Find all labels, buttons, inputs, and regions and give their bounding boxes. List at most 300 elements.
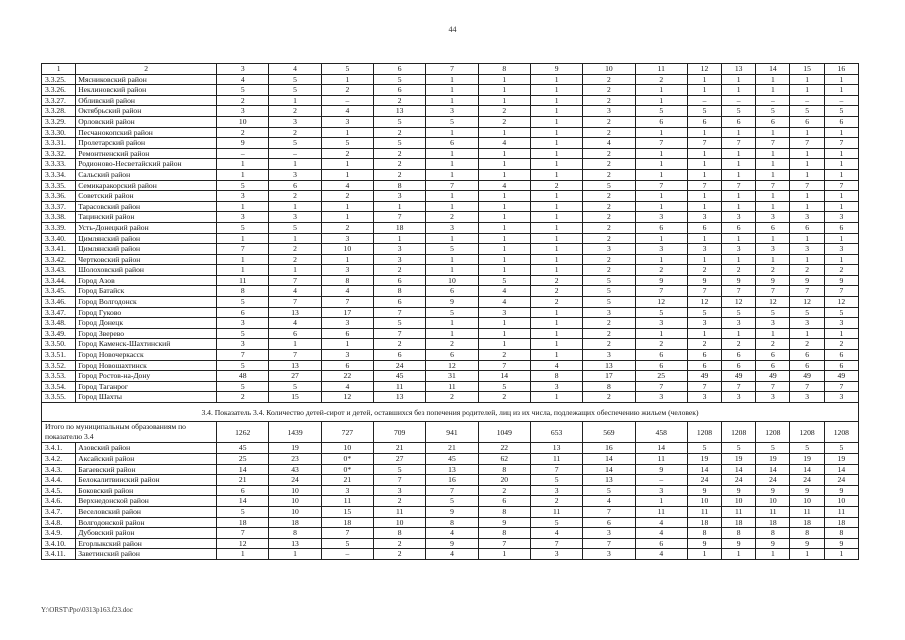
value-cell: 43 — [269, 464, 321, 475]
value-cell: 1 — [269, 233, 321, 244]
value-cell: 5 — [756, 443, 790, 454]
value-cell: 3 — [426, 222, 478, 233]
value-cell: 2 — [426, 392, 478, 403]
value-cell: 15 — [321, 506, 373, 517]
row-name-cell: Город Таганрог — [76, 381, 217, 392]
row-name-cell: Азовский район — [76, 443, 217, 454]
value-cell: 3 — [790, 392, 824, 403]
value-cell: 3 — [635, 244, 687, 255]
row-code-cell: 3.4.4. — [42, 475, 76, 486]
value-cell: 3 — [583, 307, 635, 318]
value-cell: 2 — [321, 191, 373, 202]
value-cell: 3 — [374, 254, 426, 265]
value-cell: 2 — [756, 339, 790, 350]
value-cell: 3 — [687, 212, 721, 223]
value-cell: 1 — [530, 191, 582, 202]
value-cell: 3 — [426, 106, 478, 117]
value-cell: 2 — [374, 148, 426, 159]
value-cell: 6 — [687, 360, 721, 371]
value-cell: 9 — [756, 538, 790, 549]
table-row — [42, 275, 859, 286]
value-cell: 1 — [687, 159, 721, 170]
value-cell: 3 — [687, 244, 721, 255]
value-cell: 1 — [478, 169, 530, 180]
value-cell: 24 — [790, 475, 824, 486]
value-cell: 1 — [722, 74, 756, 85]
row-code-cell: 3.3.39. — [42, 222, 76, 233]
value-cell: 1 — [824, 169, 858, 180]
value-cell: 3 — [756, 392, 790, 403]
value-cell: 1 — [687, 85, 721, 96]
value-cell: 1 — [635, 127, 687, 138]
total-value-cell: 941 — [426, 422, 478, 443]
value-cell: 2 — [374, 496, 426, 507]
value-cell: 14 — [722, 464, 756, 475]
value-cell: 13 — [583, 360, 635, 371]
value-cell: 14 — [824, 464, 858, 475]
value-cell: 20 — [478, 475, 530, 486]
value-cell: 1 — [756, 74, 790, 85]
value-cell: 5 — [217, 328, 269, 339]
value-cell: 2 — [583, 148, 635, 159]
value-cell: 2 — [583, 127, 635, 138]
row-name-cell: Тарасовский район — [76, 201, 217, 212]
value-cell: 1 — [635, 201, 687, 212]
value-cell: 3 — [722, 212, 756, 223]
table-row — [42, 475, 859, 486]
row-code-cell: 3.3.26. — [42, 85, 76, 96]
value-cell: 7 — [756, 286, 790, 297]
value-cell: 5 — [374, 464, 426, 475]
value-cell: 1 — [635, 191, 687, 202]
value-cell: 0* — [321, 464, 373, 475]
value-cell: 19 — [790, 453, 824, 464]
value-cell: 2 — [583, 159, 635, 170]
value-cell: 13 — [269, 360, 321, 371]
column-number-cell: 13 — [722, 64, 756, 75]
value-cell: 1 — [790, 127, 824, 138]
value-cell: 6 — [824, 222, 858, 233]
value-cell: 5 — [269, 381, 321, 392]
value-cell: 5 — [824, 443, 858, 454]
value-cell: 14 — [217, 496, 269, 507]
value-cell: 6 — [790, 116, 824, 127]
value-cell: 2 — [583, 201, 635, 212]
value-cell: 1 — [824, 549, 858, 560]
row-code-cell: 3.3.31. — [42, 138, 76, 149]
value-cell: 5 — [790, 106, 824, 117]
value-cell: 2 — [321, 148, 373, 159]
row-name-cell: Город Новошахтинск — [76, 360, 217, 371]
value-cell: 4 — [583, 138, 635, 149]
column-number-cell: 3 — [217, 64, 269, 75]
value-cell: 7 — [824, 180, 858, 191]
value-cell: 1 — [321, 74, 373, 85]
table-row — [42, 392, 859, 403]
value-cell: – — [790, 95, 824, 106]
value-cell: 2 — [583, 222, 635, 233]
value-cell: 1 — [426, 328, 478, 339]
value-cell: 6 — [374, 297, 426, 308]
value-cell: 8 — [478, 464, 530, 475]
total-value-cell: 1208 — [687, 422, 721, 443]
value-cell: 2 — [583, 212, 635, 223]
value-cell: 2 — [583, 191, 635, 202]
value-cell: 2 — [269, 254, 321, 265]
value-cell: 5 — [217, 85, 269, 96]
value-cell: 3 — [635, 392, 687, 403]
value-cell: 11 — [635, 453, 687, 464]
value-cell: 6 — [687, 350, 721, 361]
value-cell: 13 — [583, 475, 635, 486]
row-name-cell: Цимлянский район — [76, 244, 217, 255]
value-cell: 6 — [426, 350, 478, 361]
value-cell: 1 — [478, 244, 530, 255]
value-cell: 1 — [217, 233, 269, 244]
value-cell: 25 — [635, 371, 687, 382]
value-cell: 7 — [790, 138, 824, 149]
value-cell: 1 — [478, 318, 530, 329]
table-row — [42, 307, 859, 318]
value-cell: 10 — [756, 496, 790, 507]
value-cell: 2 — [269, 106, 321, 117]
column-number-cell: 1 — [42, 64, 76, 75]
value-cell: – — [269, 148, 321, 159]
value-cell: 1 — [478, 265, 530, 276]
table-row — [42, 549, 859, 560]
value-cell: 1 — [217, 201, 269, 212]
row-code-cell: 3.4.10. — [42, 538, 76, 549]
value-cell: 1 — [530, 392, 582, 403]
value-cell: 6 — [374, 85, 426, 96]
value-cell: 1 — [635, 233, 687, 244]
table-row — [42, 159, 859, 170]
value-cell: 1 — [790, 159, 824, 170]
value-cell: 1 — [635, 148, 687, 159]
value-cell: 7 — [269, 350, 321, 361]
value-cell: 10 — [321, 244, 373, 255]
value-cell: 1 — [635, 496, 687, 507]
value-cell: 9 — [722, 485, 756, 496]
value-cell: 5 — [722, 443, 756, 454]
row-code-cell: 3.3.36. — [42, 191, 76, 202]
value-cell: 7 — [635, 286, 687, 297]
row-name-cell: Город Зверево — [76, 328, 217, 339]
total-value-cell: 727 — [321, 422, 373, 443]
value-cell: 9 — [687, 275, 721, 286]
value-cell: 2 — [583, 95, 635, 106]
value-cell: 1 — [217, 159, 269, 170]
value-cell: 8 — [583, 381, 635, 392]
value-cell: 18 — [217, 517, 269, 528]
value-cell: 6 — [635, 360, 687, 371]
value-cell: 22 — [321, 371, 373, 382]
value-cell: 7 — [756, 381, 790, 392]
value-cell: 1 — [756, 233, 790, 244]
value-cell: 62 — [478, 453, 530, 464]
value-cell: 6 — [374, 350, 426, 361]
value-cell: 7 — [321, 528, 373, 539]
row-code-cell: 3.3.35. — [42, 180, 76, 191]
value-cell: 5 — [583, 275, 635, 286]
value-cell: 24 — [722, 475, 756, 486]
row-code-cell: 3.3.55. — [42, 392, 76, 403]
table-row — [42, 443, 859, 454]
value-cell: 3 — [321, 116, 373, 127]
value-cell: 1 — [635, 85, 687, 96]
table-row — [42, 318, 859, 329]
value-cell: 9 — [790, 538, 824, 549]
row-code-cell: 3.3.46. — [42, 297, 76, 308]
value-cell: 6 — [321, 328, 373, 339]
value-cell: 1 — [530, 95, 582, 106]
table-row — [42, 244, 859, 255]
value-cell: 1 — [478, 201, 530, 212]
value-cell: 23 — [269, 453, 321, 464]
value-cell: 17 — [321, 307, 373, 318]
value-cell: 1 — [530, 254, 582, 265]
value-cell: 3 — [756, 212, 790, 223]
value-cell: 5 — [374, 138, 426, 149]
value-cell: 5 — [635, 307, 687, 318]
value-cell: 5 — [756, 307, 790, 318]
table-row — [42, 95, 859, 106]
value-cell: 3 — [530, 381, 582, 392]
row-code-cell: 3.4.1. — [42, 443, 76, 454]
value-cell: 6 — [790, 350, 824, 361]
value-cell: 19 — [269, 443, 321, 454]
value-cell: 3 — [269, 169, 321, 180]
value-cell: 2 — [583, 116, 635, 127]
value-cell: 1 — [530, 233, 582, 244]
value-cell: 1 — [756, 549, 790, 560]
value-cell: 1 — [635, 254, 687, 265]
value-cell: 6 — [426, 138, 478, 149]
value-cell: 2 — [687, 339, 721, 350]
value-cell: 7 — [583, 506, 635, 517]
value-cell: 11 — [824, 506, 858, 517]
value-cell: 12 — [217, 538, 269, 549]
value-cell: 1 — [790, 201, 824, 212]
value-cell: 2 — [583, 85, 635, 96]
row-name-cell: Город Шахты — [76, 392, 217, 403]
value-cell: 2 — [530, 286, 582, 297]
value-cell: 2 — [722, 339, 756, 350]
value-cell: 2 — [374, 169, 426, 180]
row-name-cell: Город Каменск-Шахтинский — [76, 339, 217, 350]
value-cell: 1 — [530, 201, 582, 212]
total-value-cell: 1208 — [790, 422, 824, 443]
value-cell: 5 — [426, 496, 478, 507]
value-cell: 1 — [722, 254, 756, 265]
value-cell: 3 — [321, 318, 373, 329]
value-cell: 3 — [756, 244, 790, 255]
total-value-cell: 1208 — [722, 422, 756, 443]
table-row — [42, 180, 859, 191]
value-cell: 7 — [756, 138, 790, 149]
column-number-cell: 15 — [790, 64, 824, 75]
value-cell: 6 — [824, 350, 858, 361]
row-code-cell: 3.4.3. — [42, 464, 76, 475]
value-cell: 3 — [583, 244, 635, 255]
value-cell: 5 — [530, 517, 582, 528]
value-cell: 5 — [478, 275, 530, 286]
total-value-cell: 1208 — [756, 422, 790, 443]
value-cell: 1 — [478, 222, 530, 233]
value-cell: 1 — [756, 191, 790, 202]
value-cell: 5 — [426, 307, 478, 318]
value-cell: 6 — [722, 222, 756, 233]
value-cell: 2 — [374, 538, 426, 549]
value-cell: 1 — [426, 318, 478, 329]
value-cell: 6 — [583, 517, 635, 528]
row-name-cell: Октябрьский район — [76, 106, 217, 117]
value-cell: 5 — [722, 307, 756, 318]
value-cell: 2 — [478, 350, 530, 361]
value-cell: 3 — [583, 350, 635, 361]
value-cell: 13 — [374, 106, 426, 117]
value-cell: 1 — [426, 233, 478, 244]
row-code-cell: 3.3.34. — [42, 169, 76, 180]
value-cell: 2 — [790, 339, 824, 350]
value-cell: 2 — [790, 265, 824, 276]
table-row — [42, 339, 859, 350]
value-cell: 12 — [756, 297, 790, 308]
value-cell: 21 — [374, 443, 426, 454]
row-name-cell: Обливский район — [76, 95, 217, 106]
value-cell: 1 — [426, 201, 478, 212]
table-row — [42, 233, 859, 244]
value-cell: 14 — [687, 464, 721, 475]
table-row — [42, 485, 859, 496]
value-cell: 6 — [790, 360, 824, 371]
value-cell: 5 — [217, 180, 269, 191]
value-cell: 1 — [426, 265, 478, 276]
row-code-cell: 3.4.8. — [42, 517, 76, 528]
value-cell: 1 — [530, 212, 582, 223]
value-cell: 31 — [426, 371, 478, 382]
row-name-cell: Город Донецк — [76, 318, 217, 329]
value-cell: 1 — [530, 222, 582, 233]
table-row — [42, 496, 859, 507]
value-cell: 7 — [426, 180, 478, 191]
value-cell: 24 — [269, 475, 321, 486]
value-cell: 10 — [269, 496, 321, 507]
column-number-cell: 2 — [76, 64, 217, 75]
table-row — [42, 297, 859, 308]
value-cell: 3 — [217, 106, 269, 117]
value-cell: 4 — [269, 318, 321, 329]
row-code-cell: 3.3.27. — [42, 95, 76, 106]
value-cell: 1 — [530, 116, 582, 127]
value-cell: 6 — [269, 328, 321, 339]
value-cell: 6 — [824, 360, 858, 371]
value-cell: 7 — [824, 286, 858, 297]
value-cell: 1 — [790, 191, 824, 202]
row-name-cell: Волгодонской район — [76, 517, 217, 528]
row-name-cell: Шолоховский район — [76, 265, 217, 276]
value-cell: 1 — [530, 74, 582, 85]
value-cell: 1 — [530, 328, 582, 339]
value-cell: 1 — [687, 201, 721, 212]
column-number-cell: 14 — [756, 64, 790, 75]
value-cell: 10 — [722, 496, 756, 507]
row-code-cell: 3.3.33. — [42, 159, 76, 170]
value-cell: 1 — [321, 212, 373, 223]
row-code-cell: 3.3.45. — [42, 286, 76, 297]
total-value-cell: 709 — [374, 422, 426, 443]
value-cell: 5 — [269, 74, 321, 85]
value-cell: 6 — [756, 350, 790, 361]
value-cell: 5 — [269, 138, 321, 149]
value-cell: 6 — [824, 116, 858, 127]
value-cell: – — [217, 148, 269, 159]
value-cell: 12 — [321, 392, 373, 403]
value-cell: 3 — [217, 318, 269, 329]
table-row — [42, 538, 859, 549]
value-cell: 1 — [269, 201, 321, 212]
value-cell: 24 — [374, 360, 426, 371]
value-cell: 7 — [321, 297, 373, 308]
value-cell: 1 — [824, 85, 858, 96]
value-cell: 3 — [583, 106, 635, 117]
row-code-cell: 3.3.44. — [42, 275, 76, 286]
value-cell: 1 — [790, 169, 824, 180]
table-row — [42, 528, 859, 539]
value-cell: 8 — [321, 275, 373, 286]
value-cell: 14 — [217, 464, 269, 475]
value-cell: 1 — [687, 127, 721, 138]
value-cell: 25 — [217, 453, 269, 464]
value-cell: 7 — [269, 297, 321, 308]
value-cell: 1 — [824, 74, 858, 85]
value-cell: 14 — [583, 453, 635, 464]
value-cell: 18 — [269, 517, 321, 528]
value-cell: 14 — [583, 464, 635, 475]
value-cell: 45 — [426, 453, 478, 464]
value-cell: 14 — [635, 443, 687, 454]
value-cell: 7 — [687, 286, 721, 297]
value-cell: 1 — [426, 169, 478, 180]
value-cell: 2 — [530, 496, 582, 507]
value-cell: 11 — [687, 506, 721, 517]
value-cell: 1 — [722, 169, 756, 180]
value-cell: 2 — [583, 74, 635, 85]
value-cell: 9 — [217, 138, 269, 149]
value-cell: 1 — [530, 106, 582, 117]
value-cell: 9 — [824, 485, 858, 496]
value-cell: – — [687, 95, 721, 106]
value-cell: 1 — [635, 159, 687, 170]
value-cell: 2 — [478, 106, 530, 117]
value-cell: 2 — [583, 392, 635, 403]
value-cell: 7 — [478, 360, 530, 371]
table-row — [42, 138, 859, 149]
table-row — [42, 254, 859, 265]
value-cell: 1 — [426, 74, 478, 85]
column-number-cell: 11 — [635, 64, 687, 75]
value-cell: 1 — [530, 244, 582, 255]
row-name-cell: Пролетарский район — [76, 138, 217, 149]
value-cell: 5 — [790, 307, 824, 318]
value-cell: 5 — [687, 443, 721, 454]
value-cell: 4 — [426, 528, 478, 539]
row-name-cell: Тацинский район — [76, 212, 217, 223]
row-code-cell: 3.4.6. — [42, 496, 76, 507]
value-cell: 3 — [321, 233, 373, 244]
row-name-cell: Аксайский район — [76, 453, 217, 464]
value-cell: 3 — [217, 212, 269, 223]
